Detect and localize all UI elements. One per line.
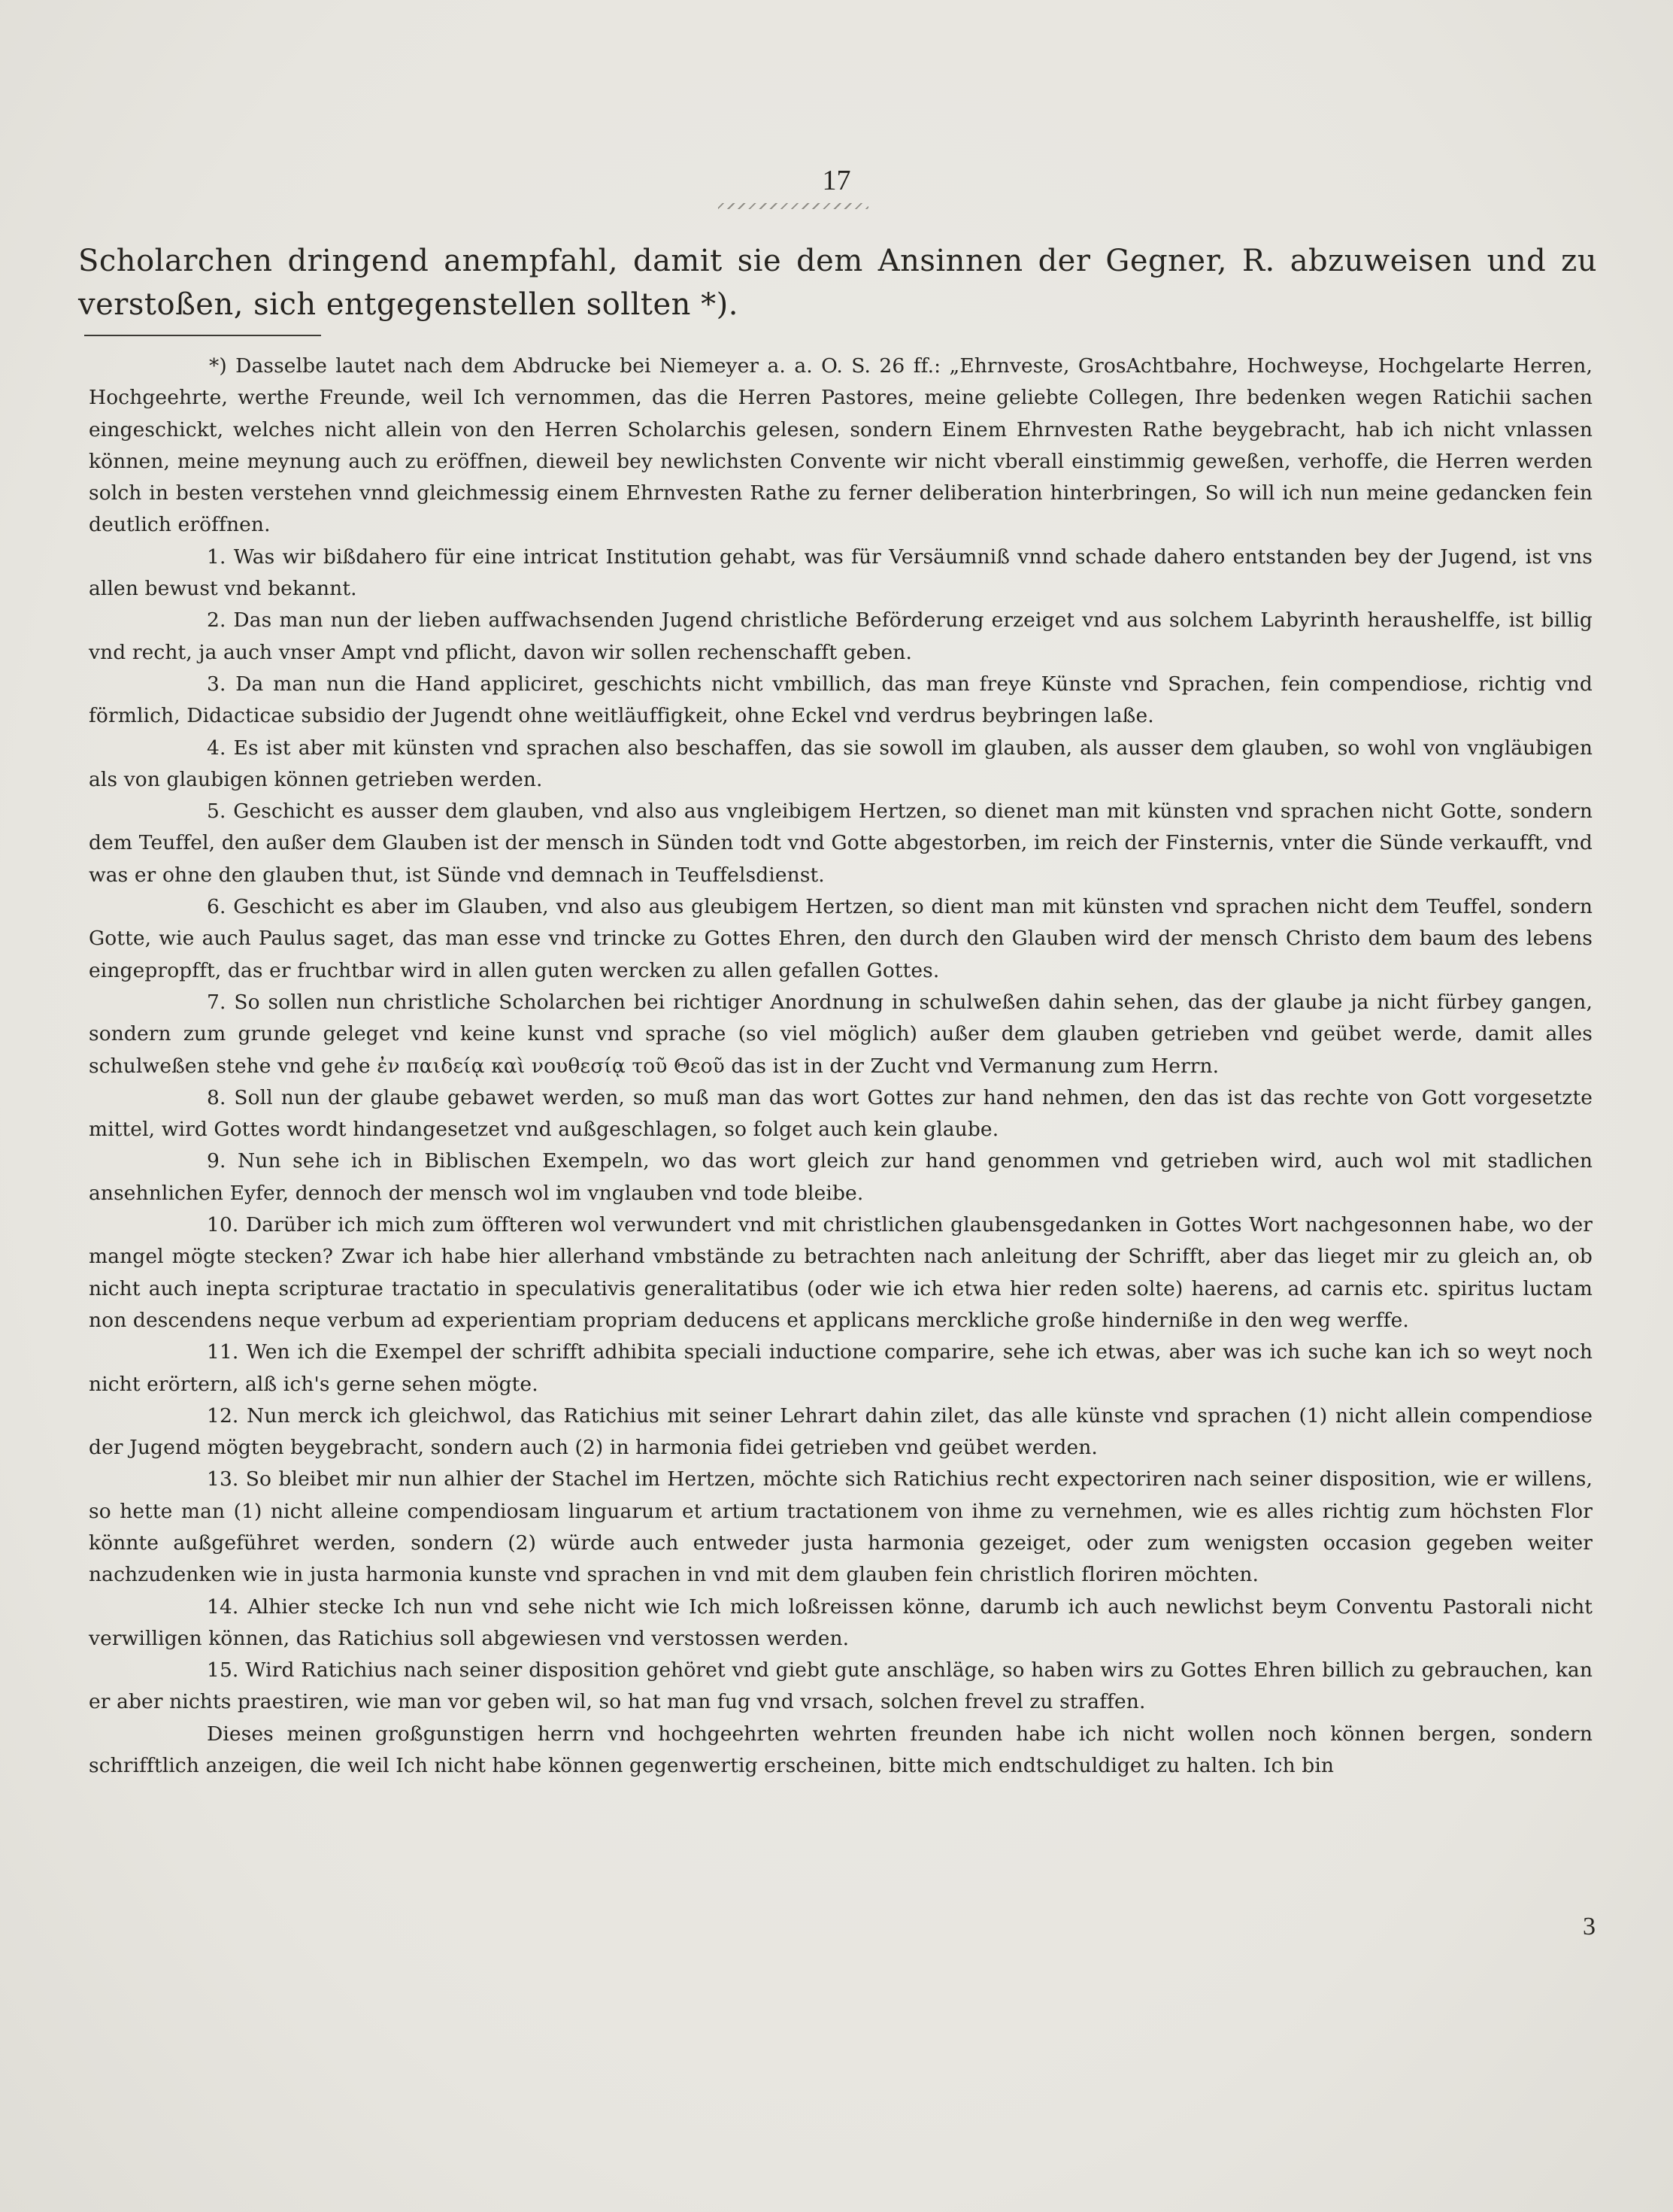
footnote-item: 3. Da man nun die Hand appliciret, geschichts nicht vmbillich, das man freye Künste vnd Sprachen, fein compendiose, richtig vnd förmlich, Didacticae subsidio der Jugendt ohne weitläuffigkeit, ohne Eckel vnd verdrus beybringen laße. bbox=[89, 672, 1593, 728]
footnote-block bbox=[89, 350, 1593, 1782]
footnote-item: 4. Es ist aber mit künsten vnd sprachen also beschaffen, das sie sowoll im glauben, als ausser dem glauben, so wohl von vngläubigen als von glaubigen können getrieben werden. bbox=[89, 736, 1593, 791]
footnote-item: 8. Soll nun der glaube gebawet werden, so muß man das wort Gottes zur hand nehmen, den das ist das rechte von Gott vorgesetzte mittel, wird Gottes wordt hindangesetzet vnd außgeschlagen, so folget auch kein glaube. bbox=[89, 1085, 1593, 1142]
footnote-item: 14. Alhier stecke Ich nun vnd sehe nicht wie Ich mich loßreissen könne, darumb ich auch newlichst beym Conventu Pastorali nicht verwilligen können, das Ratichius soll abgewiesen vnd verstossen werden. bbox=[89, 1595, 1593, 1650]
footnote-item: 12. Nun merck ich gleichwol, das Ratichius mit seiner Lehrart dahin zilet, das alle künste vnd sprachen (1) nicht allein compendiose der Jugend mögten beygebracht, sondern auch (2) in harmonia fidei getrieben vnd geübet werden. bbox=[89, 1403, 1593, 1460]
footnote-item: 5. Geschicht es ausser dem glauben, vnd also aus vngleibigem Hertzen, so dienet man mit künsten vnd sprachen nicht Gotte, sondern dem Teuffel, den außer dem Glauben ist der mensch in Sünden todt vnd Gotte abgestorben, im reich der Finsternis, vnter die Sünde verkaufft, vnd was er ohne den glauben thut, ist Sünde vnd demnach in Teuffelsdienst. bbox=[89, 800, 1593, 887]
lead-paragraph: Scholarchen dringend anempfahl, damit sie dem Ansinnen der Gegner, R. abzuweisen und zu verstoßen, sich entgegenstellen sollten *). bbox=[78, 244, 1597, 322]
footnote-closing: Dieses meinen großgunstigen herrn vnd hochgeehrten wehrten freunden habe ich nicht wollen noch können bergen, sondern schrifftlich anzeigen, die weil Ich nicht habe können gegenwertig erscheinen, bitte mich endtschuldiget zu halten. Ich bin bbox=[89, 1722, 1593, 1778]
footnote-item: 1. Was wir bißdahero für eine intricat Institution gehabt, was für Versäumniß vnnd schade dahero entstanden bey der Jugend, ist vns allen bewust vnd bekannt. bbox=[89, 545, 1593, 601]
footnote-divider bbox=[84, 335, 321, 336]
page-number: 17 bbox=[822, 165, 851, 196]
footnote-item: 2. Das man nun der lieben auffwachsenden Jugend christliche Beförderung erzeiget vnd aus solchem Labyrinth heraushelffe, ist billig vnd recht, ja auch vnser Ampt vnd pflicht, davon wir sollen rechenschafft geben. bbox=[89, 608, 1593, 664]
signature-mark: 3 bbox=[1583, 1913, 1596, 1940]
footnote-item: 11. Wen ich die Exempel der schrifft adhibita speciali inductione comparire, sehe ich etwas, aber was ich suche kan ich so weyt noch nicht erörtern, alß ich's gerne sehen mögte. bbox=[89, 1340, 1593, 1396]
footnote-intro: *) Dasselbe lautet nach dem Abdrucke bei Niemeyer a. a. O. S. 26 ff.: „Ehrnveste, GrosAchtbahre, Hochweyse, Hochgelarte Herren, Hochgeehrte, werthe Freunde, weil Ich vernommen, das die Herren Pastores, meine geliebte Collegen, Ihre bedenken wegen Ratichii sachen eingeschickt, welches nicht allein von den Herren Scholarchis gelesen, sondern Einem Ehrnvesten Rathe beygebracht, hab ich nicht vnlassen können, meine meynung auch zu eröffnen, dieweil bey newlichsten Convente wir nicht vberall einstimmig geweßen, verhoffe, die Herren werden solch in besten verstehen vnnd gleichmessig einem Ehrnvesten Rathe zu ferner deliberation hinterbringen, So will ich nun meine gedancken fein deutlich eröffnen. bbox=[89, 354, 1593, 537]
footnote-item: 10. Darüber ich mich zum öffteren wol verwundert vnd mit christlichen glaubensgedanken in Gottes Wort nachgesonnen habe, wo der mangel mögte stecken? Zwar ich habe hier allerhand vmbstände zu betrachten nach anleitung der Schrifft, aber das lieget mir zu gleich an, ob nicht auch inepta scripturae tractatio in speculativis generalitatibus (oder wie ich etwa hier reden solte) haerens, ad carnis etc. spiritus luctam non descendens neque verbum ad experientiam propriam deducens et applicans merckliche große hinderniße in den weg werffe. bbox=[89, 1213, 1593, 1332]
page-number-ornament bbox=[718, 203, 868, 209]
footnote-item: 7. So sollen nun christliche Scholarchen bei richtiger Anordnung in schulweßen dahin sehen, das der glaube ja nicht fürbey gangen, sondern zum grunde geleget vnd keine kunst vnd sprache (so viel möglich) außer dem glauben getrieben vnd geübet werde, damit alles schulweßen stehe vnd gehe ἐν παιδείᾳ καὶ νουθεσίᾳ τοῦ Θεοῦ das ist in der Zucht vnd Vermanung zum Herrn. bbox=[89, 990, 1593, 1078]
footnote-item: 6. Geschicht es aber im Glauben, vnd also aus gleubigem Hertzen, so dient man mit künsten vnd sprachen nicht dem Teuffel, sondern Gotte, wie auch Paulus saget, das man esse vnd trincke zu Gottes Ehren, den durch den Glauben wird der mensch Christo dem baum des lebens eingepropfft, das er fruchtbar wird in allen guten wercken zu allen gefallen Gottes. bbox=[89, 895, 1593, 982]
footnote-item: 9. Nun sehe ich in Biblischen Exempeln, wo das wort gleich zur hand genommen vnd getrieben wird, auch wol mit stadlichen ansehnlichen Eyfer, dennoch der mensch wol im vnglauben vnd tode bleibe. bbox=[89, 1149, 1593, 1205]
footnote-item: 15. Wird Ratichius nach seiner disposition gehöret vnd giebt gute anschläge, so haben wirs zu Gottes Ehren billich zu gebrauchen, kan er aber nichts praestiren, wie man vor geben wil, so hat man fug vnd vrsach, solchen frevel zu straffen. bbox=[89, 1658, 1593, 1714]
footnote-item: 13. So bleibet mir nun alhier der Stachel im Hertzen, möchte sich Ratichius recht expectoriren nach seiner disposition, wie er willens, so hette man (1) nicht alleine compendiosam linguarum et artium tractationem von ihme zu vernehmen, wie es alles richtig zum höchsten Flor könnte außgeführet werden, sondern (2) würde auch entweder justa harmonia gezeiget, oder zum wenigsten occasion gegeben weiter nachzudenken wie in justa harmonia kunste vnd sprachen in vnd mit dem glauben fein christlich floriren möchten. bbox=[89, 1467, 1593, 1587]
